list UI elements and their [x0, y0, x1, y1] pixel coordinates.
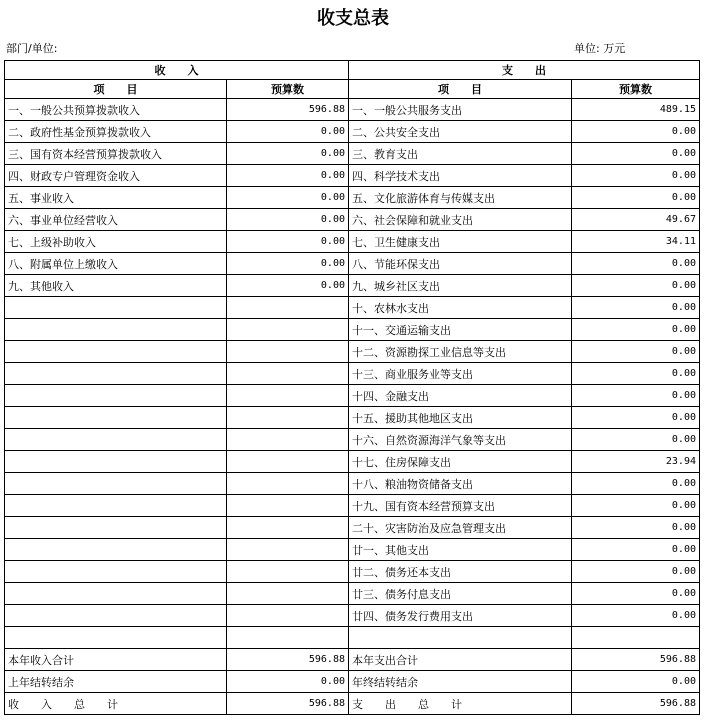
- table-row: [5, 385, 700, 407]
- expense-item-cell: 廿二、债务还本支出: [349, 561, 572, 583]
- income-budget-cell: [227, 385, 349, 407]
- table-row: [5, 605, 700, 627]
- expense-budget-cell: 0.00: [572, 407, 700, 429]
- table-row: [5, 297, 700, 319]
- income-item-cell: [5, 561, 227, 583]
- table-row: [5, 99, 700, 121]
- total-row: [5, 693, 700, 715]
- expense-item-cell: 支 出 总 计: [349, 693, 572, 715]
- table-row: [5, 539, 700, 561]
- expense-budget-cell: 0.00: [572, 187, 700, 209]
- income-item-cell: [5, 495, 227, 517]
- income-budget-cell: 0.00: [227, 187, 349, 209]
- dept-label: 部门/单位:: [6, 42, 58, 55]
- table-row: [5, 209, 700, 231]
- income-budget-cell: [227, 297, 349, 319]
- table-row: [5, 517, 700, 539]
- expense-item-cell: 十五、援助其他地区支出: [349, 407, 572, 429]
- expense-budget-cell: 0.00: [572, 561, 700, 583]
- income-budget-cell: [227, 429, 349, 451]
- table-row: [5, 583, 700, 605]
- income-budget-cell: 596.88: [227, 693, 349, 715]
- expense-budget-cell: 23.94: [572, 451, 700, 473]
- expense-budget-cell: 0.00: [572, 121, 700, 143]
- income-item-cell: 四、财政专户管理资金收入: [5, 165, 227, 187]
- income-budget-cell: [227, 341, 349, 363]
- table-row: [5, 451, 700, 473]
- page-title: 收支总表: [317, 8, 389, 29]
- spacer-row: [5, 627, 700, 649]
- expense-item-cell: 三、教育支出: [349, 143, 572, 165]
- total-row: [5, 671, 700, 693]
- expense-item-cell: 廿三、债务付息支出: [349, 583, 572, 605]
- income-budget-cell: 0.00: [227, 121, 349, 143]
- empty-cell: [227, 627, 349, 649]
- income-item-cell: [5, 407, 227, 429]
- expense-item-cell: 八、节能环保支出: [349, 253, 572, 275]
- income-budget-header: 预算数: [227, 80, 349, 99]
- expense-budget-cell: 0.00: [572, 583, 700, 605]
- income-item-cell: 一、一般公共预算拨款收入: [5, 99, 227, 121]
- table-row: [5, 187, 700, 209]
- income-item-cell: [5, 517, 227, 539]
- table-row: [5, 495, 700, 517]
- summary-table: [4, 60, 700, 715]
- expense-budget-cell: 0.00: [572, 297, 700, 319]
- expense-budget-cell: 0.00: [572, 385, 700, 407]
- expense-item-cell: 七、卫生健康支出: [349, 231, 572, 253]
- section-header-row: [5, 61, 700, 80]
- income-item-cell: 三、国有资本经营预算拨款收入: [5, 143, 227, 165]
- table-row: [5, 561, 700, 583]
- income-budget-cell: 0.00: [227, 275, 349, 297]
- expense-item-cell: 六、社会保障和就业支出: [349, 209, 572, 231]
- expense-budget-cell: 0.00: [572, 539, 700, 561]
- expense-budget-cell: 0.00: [572, 341, 700, 363]
- expense-item-cell: 年终结转结余: [349, 671, 572, 693]
- income-budget-cell: 0.00: [227, 143, 349, 165]
- total-row: [5, 649, 700, 671]
- column-header-row: [5, 80, 700, 99]
- income-item-cell: [5, 451, 227, 473]
- expense-item-cell: 五、文化旅游体育与传媒支出: [349, 187, 572, 209]
- income-item-cell: 九、其他收入: [5, 275, 227, 297]
- expense-item-cell: 十七、住房保障支出: [349, 451, 572, 473]
- table-row: [5, 231, 700, 253]
- expense-item-cell: 九、城乡社区支出: [349, 275, 572, 297]
- empty-cell: [5, 627, 227, 649]
- expense-budget-cell: 0.00: [572, 275, 700, 297]
- expense-budget-cell: 34.11: [572, 231, 700, 253]
- expense-budget-cell: 0.00: [572, 517, 700, 539]
- expense-section-header: 支 出: [349, 61, 700, 80]
- unit-label: 单位: 万元: [574, 42, 626, 55]
- income-item-cell: [5, 429, 227, 451]
- expense-budget-cell: 0.00: [572, 319, 700, 341]
- income-item-cell: [5, 539, 227, 561]
- expense-item-cell: 十六、自然资源海洋气象等支出: [349, 429, 572, 451]
- income-budget-cell: 0.00: [227, 231, 349, 253]
- table-row: [5, 121, 700, 143]
- expense-budget-cell: 0.00: [572, 363, 700, 385]
- income-item-cell: 五、事业收入: [5, 187, 227, 209]
- income-item-cell: [5, 341, 227, 363]
- table-row: [5, 165, 700, 187]
- income-budget-cell: 596.88: [227, 99, 349, 121]
- expense-item-cell: 十一、交通运输支出: [349, 319, 572, 341]
- income-item-cell: 二、政府性基金预算拨款收入: [5, 121, 227, 143]
- income-item-cell: [5, 385, 227, 407]
- income-budget-cell: [227, 451, 349, 473]
- expense-item-cell: 十九、国有资本经营预算支出: [349, 495, 572, 517]
- income-item-cell: [5, 297, 227, 319]
- income-item-cell: [5, 473, 227, 495]
- expense-item-cell: 本年支出合计: [349, 649, 572, 671]
- expense-budget-cell: 0.00: [572, 253, 700, 275]
- income-budget-cell: [227, 407, 349, 429]
- income-budget-cell: [227, 605, 349, 627]
- income-item-cell: 本年收入合计: [5, 649, 227, 671]
- expense-item-cell: 十、农林水支出: [349, 297, 572, 319]
- expense-budget-cell: 0.00: [572, 143, 700, 165]
- table-row: [5, 253, 700, 275]
- expense-budget-cell: 596.88: [572, 693, 700, 715]
- expense-budget-header: 预算数: [572, 80, 700, 99]
- expense-budget-cell: 489.15: [572, 99, 700, 121]
- income-budget-cell: [227, 319, 349, 341]
- income-budget-cell: [227, 363, 349, 385]
- expense-item-cell: 十三、商业服务业等支出: [349, 363, 572, 385]
- income-budget-cell: 0.00: [227, 253, 349, 275]
- income-budget-cell: [227, 539, 349, 561]
- income-item-cell: 七、上级补助收入: [5, 231, 227, 253]
- income-item-cell: [5, 605, 227, 627]
- table-row: [5, 341, 700, 363]
- expense-item-cell: 十四、金融支出: [349, 385, 572, 407]
- income-budget-cell: 596.88: [227, 649, 349, 671]
- income-item-cell: 八、附属单位上缴收入: [5, 253, 227, 275]
- income-budget-cell: 0.00: [227, 165, 349, 187]
- income-item-cell: 上年结转结余: [5, 671, 227, 693]
- table-row: [5, 275, 700, 297]
- expense-item-cell: 十二、资源勘探工业信息等支出: [349, 341, 572, 363]
- expense-item-cell: 十八、粮油物资储备支出: [349, 473, 572, 495]
- empty-cell: [349, 627, 572, 649]
- expense-item-cell: 四、科学技术支出: [349, 165, 572, 187]
- income-item-cell: [5, 319, 227, 341]
- expense-item-header: 项 目: [349, 80, 572, 99]
- income-budget-cell: [227, 583, 349, 605]
- table-row: [5, 319, 700, 341]
- income-budget-cell: 0.00: [227, 209, 349, 231]
- income-budget-cell: [227, 495, 349, 517]
- income-budget-cell: [227, 473, 349, 495]
- income-budget-cell: 0.00: [227, 671, 349, 693]
- expense-budget-cell: 0.00: [572, 495, 700, 517]
- expense-budget-cell: 0.00: [572, 429, 700, 451]
- table-row: [5, 407, 700, 429]
- income-section-header: 收 入: [5, 61, 349, 80]
- income-item-cell: [5, 363, 227, 385]
- table-row: [5, 143, 700, 165]
- expense-budget-cell: 0.00: [572, 165, 700, 187]
- empty-cell: [572, 627, 700, 649]
- expense-item-cell: 廿四、债务发行费用支出: [349, 605, 572, 627]
- expense-item-cell: 二、公共安全支出: [349, 121, 572, 143]
- income-budget-cell: [227, 561, 349, 583]
- table-row: [5, 429, 700, 451]
- expense-item-cell: 二十、灾害防治及应急管理支出: [349, 517, 572, 539]
- expense-budget-cell: 0.00: [572, 473, 700, 495]
- income-item-header: 项 目: [5, 80, 227, 99]
- table-row: [5, 363, 700, 385]
- expense-budget-cell: 49.67: [572, 209, 700, 231]
- table-row: [5, 473, 700, 495]
- expense-budget-cell: 596.88: [572, 649, 700, 671]
- income-item-cell: 收 入 总 计: [5, 693, 227, 715]
- income-item-cell: 六、事业单位经营收入: [5, 209, 227, 231]
- expense-item-cell: 廿一、其他支出: [349, 539, 572, 561]
- expense-budget-cell: 0.00: [572, 671, 700, 693]
- expense-budget-cell: 0.00: [572, 605, 700, 627]
- income-item-cell: [5, 583, 227, 605]
- income-budget-cell: [227, 517, 349, 539]
- expense-item-cell: 一、一般公共服务支出: [349, 99, 572, 121]
